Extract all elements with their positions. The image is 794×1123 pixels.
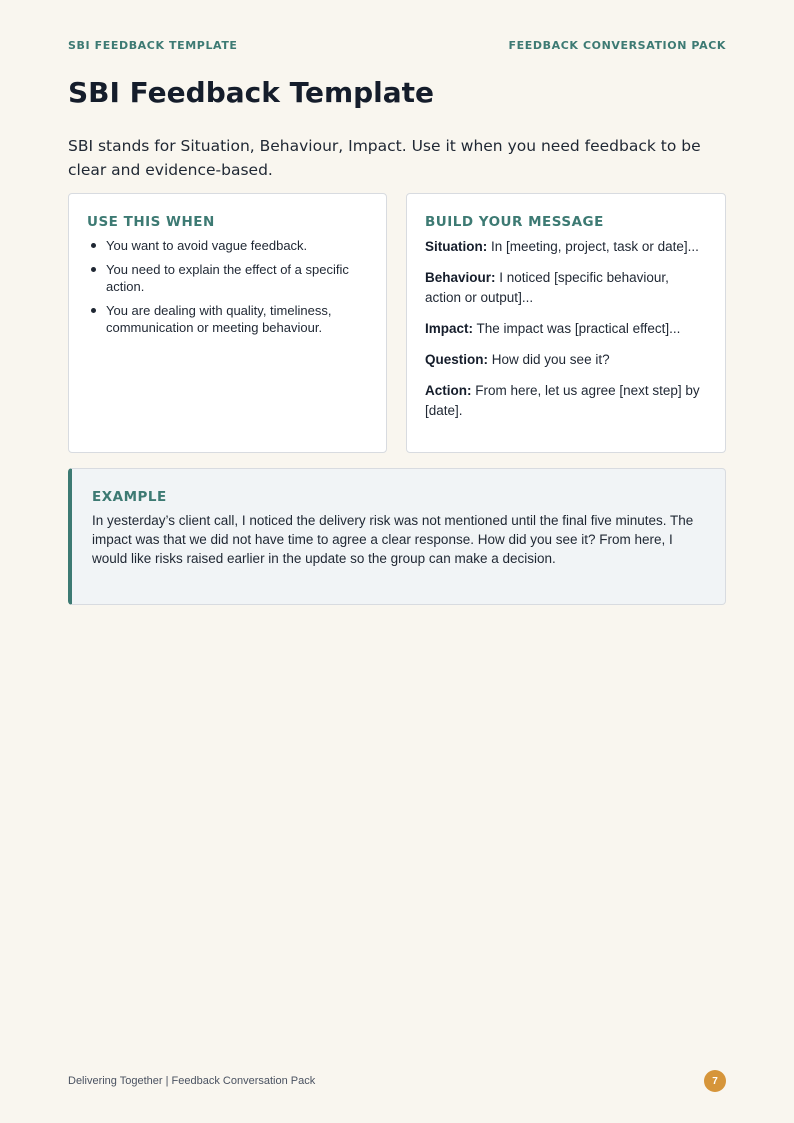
message-row-behaviour — [425, 268, 707, 308]
use-this-when-list — [87, 237, 368, 336]
build-message-title: BUILD YOUR MESSAGE — [425, 214, 604, 230]
example-title: EXAMPLE — [92, 489, 167, 505]
header-pack-title: FEEDBACK CONVERSATION PACK — [508, 39, 726, 52]
message-row-action — [425, 381, 707, 421]
example-text: In yesterday’s client call, I noticed the delivery risk was not mentioned until the final five minutes. The impact was that we did not have time to agree a clear response. How did you see it? From here, I would like risks raised earlier in the update so the group can make a decision. — [92, 513, 694, 566]
bullet-icon — [91, 243, 96, 248]
use-this-when-title: USE THIS WHEN — [87, 214, 215, 230]
build-message-card — [406, 193, 726, 453]
row-text: The impact was [practical effect]... — [476, 321, 681, 336]
use-this-when-card — [68, 193, 387, 453]
message-row-impact — [425, 319, 707, 339]
row-text: From here, let us agree [next step] by [date]. — [425, 383, 700, 418]
page-title: SBI Feedback Template — [68, 76, 435, 109]
row-label: Action: — [425, 383, 472, 398]
running-header — [68, 39, 726, 52]
list-item: You are dealing with quality, timeliness, communication or meeting behaviour. — [87, 302, 368, 336]
row-label: Impact: — [425, 321, 474, 336]
row-text: I noticed [specific behaviour, action or output]... — [425, 270, 669, 305]
bullet-icon — [91, 308, 96, 313]
list-item: You want to avoid vague feedback. — [87, 237, 368, 254]
message-row-question — [425, 350, 707, 370]
page-number-badge: 7 — [704, 1070, 726, 1092]
list-item: You need to explain the effect of a specific action. — [87, 261, 368, 295]
footer-text: Delivering Together | Feedback Conversation Pack — [68, 1075, 316, 1087]
row-text: In [meeting, project, task or date]... — [491, 239, 699, 254]
row-label: Question: — [425, 352, 488, 367]
bullet-icon — [91, 267, 96, 272]
row-label: Behaviour: — [425, 270, 496, 285]
example-callout — [68, 468, 726, 605]
row-label: Situation: — [425, 239, 488, 254]
message-row-situation — [425, 237, 707, 257]
header-section-title: SBI FEEDBACK TEMPLATE — [68, 39, 238, 52]
intro-paragraph: SBI stands for Situation, Behaviour, Impact. Use it when you need feedback to be clear and evidence-based. — [68, 137, 701, 179]
row-text: How did you see it? — [491, 352, 610, 367]
